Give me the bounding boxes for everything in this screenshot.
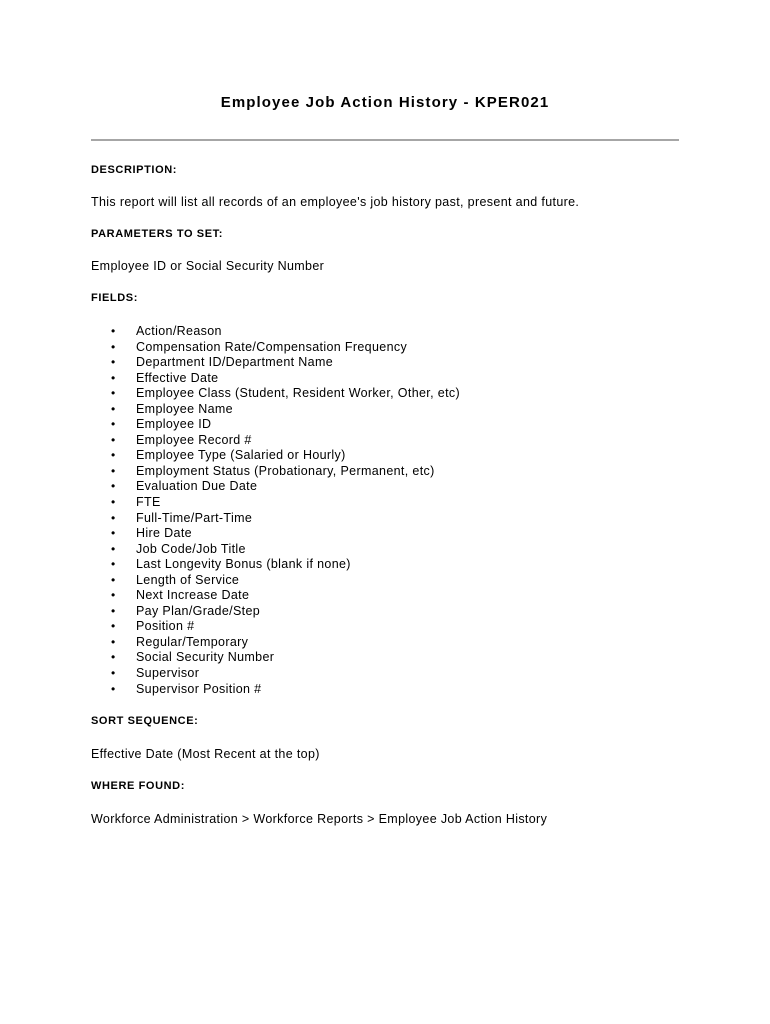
bullet-icon: • xyxy=(111,634,116,649)
parameters-text: Employee ID or Social Security Number xyxy=(91,259,325,273)
bullet-icon: • xyxy=(111,386,116,401)
field-list-item-label: Employee Record # xyxy=(136,432,252,447)
field-list-item-label: Evaluation Due Date xyxy=(136,479,258,494)
bullet-icon: • xyxy=(111,432,116,447)
bullet-icon: • xyxy=(111,510,116,525)
sort-sequence-text: Effective Date (Most Recent at the top) xyxy=(91,747,320,761)
bullet-icon: • xyxy=(111,370,116,385)
bullet-icon: • xyxy=(111,557,116,572)
field-list-item-label: Employee Type (Salaried or Hourly) xyxy=(136,448,346,463)
sort-sequence-heading: SORT SEQUENCE: xyxy=(91,715,199,727)
bullet-icon: • xyxy=(111,526,116,541)
bullet-icon: • xyxy=(111,463,116,478)
bullet-icon: • xyxy=(111,495,116,510)
where-found-heading: WHERE FOUND: xyxy=(91,780,185,792)
bullet-icon: • xyxy=(111,666,116,681)
document-title: Employee Job Action History - KPER021 xyxy=(220,94,550,111)
field-list-item-label: FTE xyxy=(136,495,161,510)
description-text: This report will list all records of an employee's job history past, present and future. xyxy=(91,195,580,209)
field-list-item-label: Department ID/Department Name xyxy=(136,355,334,370)
bullet-icon: • xyxy=(111,417,116,432)
field-list-item-label: Regular/Temporary xyxy=(136,634,249,649)
field-list-item-label: Length of Service xyxy=(136,572,240,587)
bullet-icon: • xyxy=(111,572,116,587)
field-list-item-label: Employee ID xyxy=(136,417,212,432)
field-list-item-label: Supervisor xyxy=(136,666,200,681)
field-list-item-label: Hire Date xyxy=(136,526,192,541)
bullet-icon: • xyxy=(111,324,116,338)
bullet-icon: • xyxy=(111,339,116,354)
parameters-heading: PARAMETERS TO SET: xyxy=(91,228,224,240)
where-found-text: Workforce Administration > Workforce Reports > Employee Job Action History xyxy=(91,812,548,826)
field-list-item-label: Last Longevity Bonus (blank if none) xyxy=(136,557,351,572)
bullet-icon: • xyxy=(111,619,116,634)
title-divider xyxy=(91,139,679,141)
field-list-item-label: Employment Status (Probationary, Permanent, etc) xyxy=(136,463,435,478)
description-heading: DESCRIPTION: xyxy=(91,164,178,176)
field-list-item-label: Next Increase Date xyxy=(136,588,250,603)
field-list-item-label: Supervisor Position # xyxy=(136,681,262,696)
field-list-item-label: Position # xyxy=(136,619,195,634)
bullet-icon: • xyxy=(111,588,116,603)
field-list-item-label: Effective Date xyxy=(136,370,219,385)
field-list-item-label: Job Code/Job Title xyxy=(136,541,246,556)
bullet-icon: • xyxy=(111,355,116,370)
fields-heading: FIELDS: xyxy=(91,292,138,304)
field-list-item-label: Employee Class (Student, Resident Worker, Other, etc) xyxy=(136,386,461,401)
field-list-item-label: Action/Reason xyxy=(136,324,222,338)
bullet-icon: • xyxy=(111,681,116,696)
bullet-icon: • xyxy=(111,650,116,665)
bullet-icon: • xyxy=(111,479,116,494)
field-list-item-label: Social Security Number xyxy=(136,650,275,665)
field-list-item-label: Compensation Rate/Compensation Frequency xyxy=(136,339,408,354)
bullet-icon: • xyxy=(111,448,116,463)
bullet-icon: • xyxy=(111,541,116,556)
bullet-icon: • xyxy=(111,603,116,618)
bullet-icon: • xyxy=(111,401,116,416)
field-list-item-label: Pay Plan/Grade/Step xyxy=(136,603,261,618)
field-list-item-label: Full-Time/Part-Time xyxy=(136,510,253,525)
field-list-item-label: Employee Name xyxy=(136,401,233,416)
